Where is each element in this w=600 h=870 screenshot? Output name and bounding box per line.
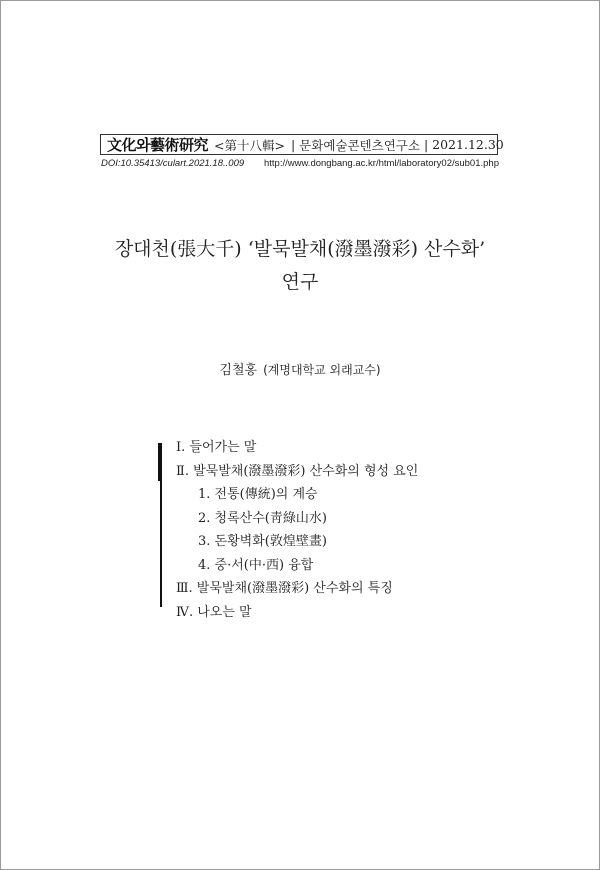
author-line (0, 359, 600, 378)
doi-text: DOI:10.35413/culart.2021.18..009 (101, 158, 245, 169)
toc-subitem: 3. 돈황벽화(敦煌壁畫) (198, 534, 327, 549)
toc-rule-accent (158, 443, 161, 481)
publication-date: 2021.12.30 (432, 137, 504, 152)
issue-number: <第十八輯> (214, 137, 285, 153)
toc-subitem: 4. 중·서(中·西) 융합 (198, 557, 314, 573)
paper-title-line2: 연구 (281, 271, 319, 293)
toc-subitem: 2. 청록산수(靑綠山水) (198, 510, 327, 526)
toc-item: Ⅲ. 발묵발채(潑墨潑彩) 산수화의 특징 (176, 581, 393, 596)
toc-item: Ⅱ. 발묵발채(潑墨潑彩) 산수화의 형성 요인 (176, 463, 419, 479)
header-separator: | (290, 137, 296, 152)
header-separator: | (423, 137, 429, 152)
journal-url[interactable]: http://www.dongbang.ac.kr/html/laboratory02/sub01.php (263, 158, 499, 169)
publisher-name: 문화예술콘텐츠연구소 (299, 137, 420, 153)
paper-title-line1: 장대천(張大千) ‘발묵발채(潑墨潑彩) 산수화’ (114, 238, 486, 260)
toc-item: Ⅰ. 들어가는 말 (176, 440, 257, 455)
author-affiliation: (계명대학교 외래교수) (263, 363, 381, 377)
author-name: 김철홍 (219, 363, 258, 378)
toc-item: Ⅳ. 나오는 말 (176, 604, 252, 620)
journal-logo: 文化와藝術研究 (107, 136, 208, 154)
toc-subitem: 1. 전통(傳統)의 계승 (198, 487, 318, 502)
table-of-contents (176, 436, 418, 624)
journal-header (100, 134, 504, 155)
